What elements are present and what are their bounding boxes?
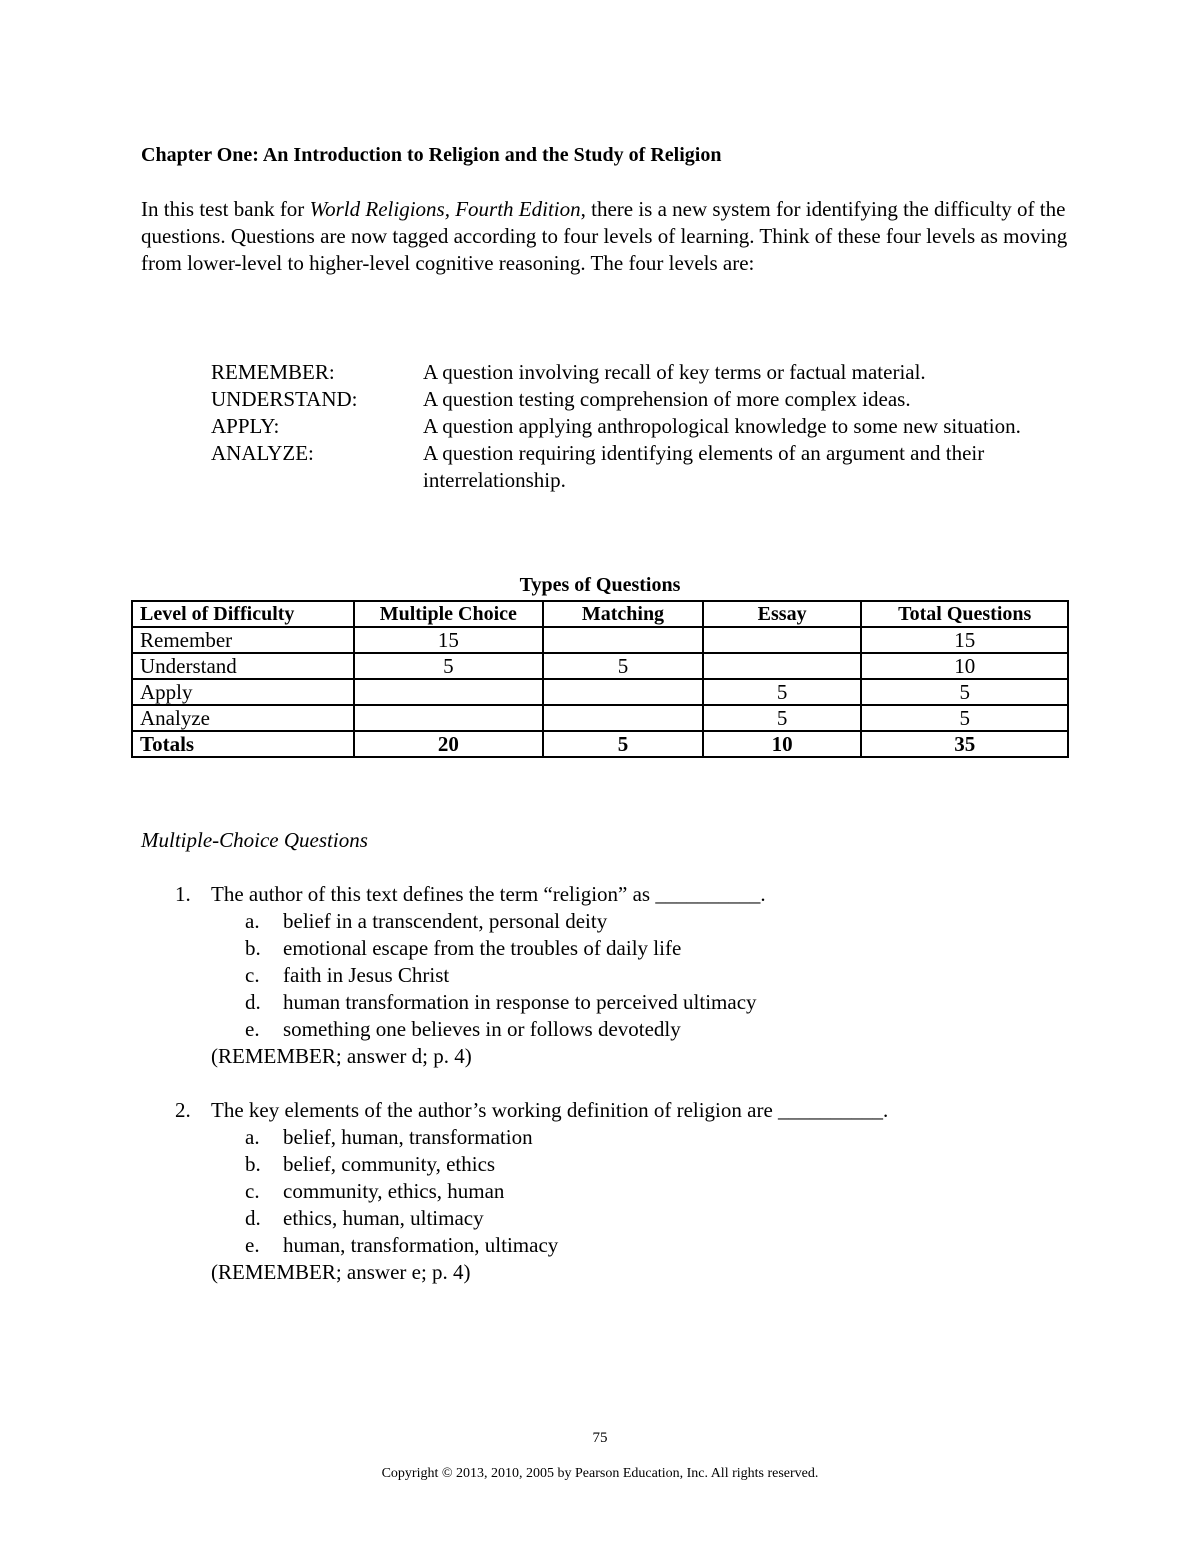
option-letter: b. [245, 936, 261, 960]
question-item [175, 1097, 1075, 1286]
answer-option [245, 1205, 1075, 1232]
option-letter: a. [245, 909, 260, 933]
page-number: 75 [592, 1430, 608, 1446]
option-text: human transformation in response to perceived ultimacy [283, 990, 757, 1014]
level-term: UNDERSTAND: [211, 387, 358, 411]
table-cell: 5 [543, 731, 703, 757]
table-header-cell: Level of Difficulty [132, 601, 354, 627]
table-cell: 15 [861, 627, 1068, 653]
chapter-title: Chapter One: An Introduction to Religion and the Study of Religion [141, 144, 722, 166]
level-description: A question testing comprehension of more complex ideas. [423, 387, 911, 411]
intro-text-end: , there is a new system for identifying the difficulty of the questions. Questions are now tagged according to four levels of learning. Think of these four levels as moving from lower-level to higher-level cognitive reasoning. The four levels are: [141, 197, 1068, 275]
question-stem [175, 881, 1075, 908]
question-text: The author of this text defines the term “religion” as __________. [211, 882, 766, 906]
table-cell [354, 679, 544, 705]
book-title: World Religions, Fourth Edition [309, 197, 581, 221]
answer-option [245, 1016, 1075, 1043]
table-cell: 10 [703, 731, 862, 757]
option-letter: c. [245, 1179, 260, 1203]
table-cell: Totals [132, 731, 354, 757]
option-text: belief, community, ethics [283, 1152, 496, 1176]
question-answer-meta: (REMEMBER; answer d; p. 4) [211, 1044, 472, 1068]
table-header-cell: Essay [703, 601, 862, 627]
table-cell: 10 [861, 653, 1068, 679]
level-item [211, 386, 1071, 413]
intro-text-start: In this test bank for [141, 197, 310, 221]
answer-option [245, 935, 1075, 962]
question-text: The key elements of the author’s working definition of religion are __________. [211, 1098, 889, 1122]
learning-levels-list [211, 359, 1071, 494]
question-answer-meta: (REMEMBER; answer e; p. 4) [211, 1260, 471, 1284]
option-text: belief in a transcendent, personal deity [283, 909, 608, 933]
table-cell: 5 [354, 653, 544, 679]
level-description: A question involving recall of key terms or factual material. [423, 360, 926, 384]
table-cell [703, 627, 862, 653]
level-term: ANALYZE: [211, 441, 314, 465]
level-term: APPLY: [211, 414, 280, 438]
table-cell: 5 [703, 705, 862, 731]
table-cell [354, 705, 544, 731]
option-letter: a. [245, 1125, 260, 1149]
option-text: faith in Jesus Christ [283, 963, 450, 987]
table-cell: 35 [861, 731, 1068, 757]
table-header-cell: Matching [543, 601, 703, 627]
table-cell [543, 627, 703, 653]
level-term: REMEMBER: [211, 360, 335, 384]
answer-option [245, 989, 1075, 1016]
intro-paragraph [141, 196, 1071, 277]
table-header-row [132, 601, 1068, 627]
answer-option [245, 1178, 1075, 1205]
table-row [132, 679, 1068, 705]
question-types-table [131, 600, 1069, 758]
option-letter: e. [245, 1233, 260, 1257]
table-cell [543, 679, 703, 705]
table-totals-row [132, 731, 1068, 757]
question-stem [175, 1097, 1075, 1124]
option-text: ethics, human, ultimacy [283, 1206, 484, 1230]
answer-options [175, 1124, 1075, 1259]
copyright-notice: Copyright © 2013, 2010, 2005 by Pearson Education, Inc. All rights reserved. [381, 1466, 819, 1481]
table-cell: Analyze [132, 705, 354, 731]
answer-option [245, 908, 1075, 935]
table-cell: 5 [861, 679, 1068, 705]
question-number: 1. [175, 882, 191, 906]
option-letter: d. [245, 990, 261, 1014]
table-header-cell: Total Questions [861, 601, 1068, 627]
level-description: A question applying anthropological knowledge to some new situation. [423, 414, 1021, 438]
table-cell: Remember [132, 627, 354, 653]
table-title: Types of Questions [519, 574, 681, 596]
option-letter: c. [245, 963, 260, 987]
table-cell: Apply [132, 679, 354, 705]
table-cell: Understand [132, 653, 354, 679]
option-letter: e. [245, 1017, 260, 1041]
table-row [132, 705, 1068, 731]
table-row [132, 653, 1068, 679]
table-cell: 15 [354, 627, 544, 653]
table-row [132, 627, 1068, 653]
option-letter: b. [245, 1152, 261, 1176]
answer-option [245, 1151, 1075, 1178]
table-cell [703, 653, 862, 679]
option-text: community, ethics, human [283, 1179, 505, 1203]
option-text: human, transformation, ultimacy [283, 1233, 559, 1257]
level-item [211, 413, 1071, 440]
section-heading: Multiple-Choice Questions [141, 828, 368, 852]
option-text: something one believes in or follows devotedly [283, 1017, 681, 1041]
option-text: emotional escape from the troubles of daily life [283, 936, 682, 960]
answer-option [245, 1232, 1075, 1259]
table-cell: 5 [703, 679, 862, 705]
question-number: 2. [175, 1098, 191, 1122]
level-description: A question requiring identifying elements of an argument and their interrelationship. [423, 441, 985, 492]
answer-option [245, 1124, 1075, 1151]
table-header-cell: Multiple Choice [354, 601, 544, 627]
answer-options [175, 908, 1075, 1043]
table-cell: 5 [861, 705, 1068, 731]
table-cell [543, 705, 703, 731]
table-cell: 5 [543, 653, 703, 679]
option-text: belief, human, transformation [283, 1125, 533, 1149]
question-list [175, 881, 1075, 1313]
answer-option [245, 962, 1075, 989]
question-item [175, 881, 1075, 1070]
level-item [211, 359, 1071, 386]
table-cell: 20 [354, 731, 544, 757]
level-item [211, 440, 1071, 494]
option-letter: d. [245, 1206, 261, 1230]
